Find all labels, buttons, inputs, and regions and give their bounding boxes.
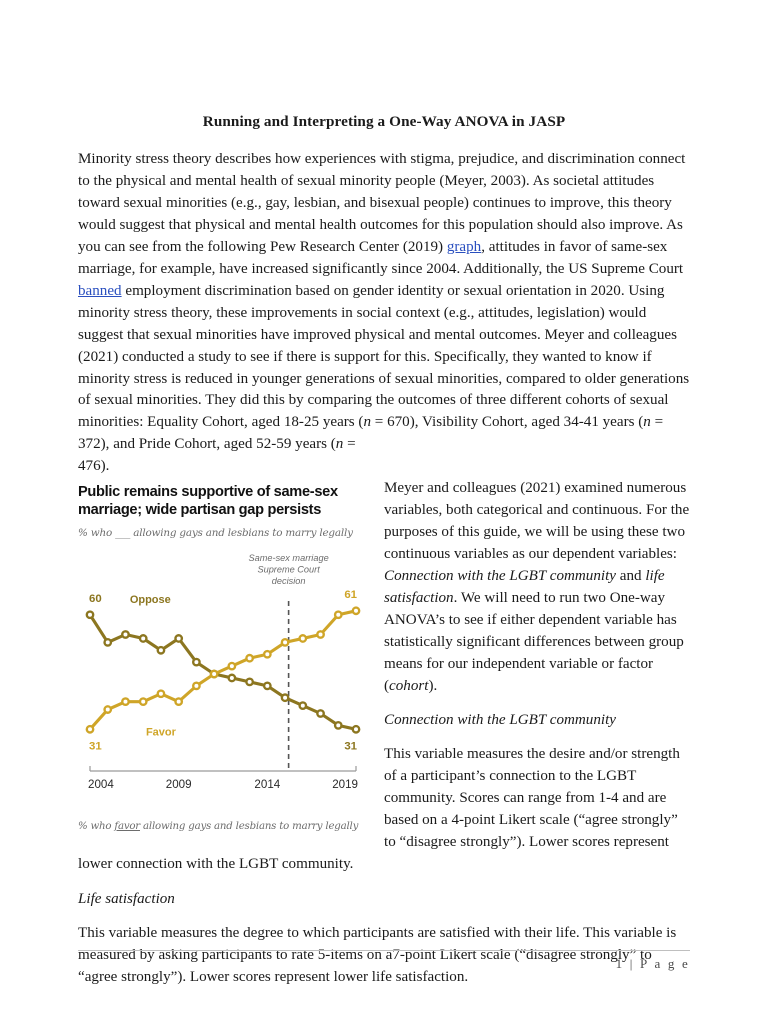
paragraph-variables-text-2: and <box>616 568 646 585</box>
paragraph-life-satisfaction: This variable measures the degree to which participants are satisfied with their life. This variable is measured by asking participants to rate 5-items on a7-point Likert scale (“disagree strongly” to “agree strongly”). Lower scores represent lower life satisfaction. <box>78 925 677 986</box>
paragraph-intro-text-6: = <box>343 436 356 453</box>
svg-text:Favor: Favor <box>145 726 176 739</box>
chart-subtitle: % who ___ allowing gays and lesbians to marry legally <box>78 526 353 539</box>
chart-svg <box>78 547 368 815</box>
svg-text:Same-sex marriage: Same-sex marriage <box>248 552 329 563</box>
page-title: Running and Interpreting a One-Way ANOVA in JASP <box>202 113 566 130</box>
variable-italic-life-satisfaction: life satisfaction <box>384 568 665 607</box>
svg-text:Oppose: Oppose <box>129 593 171 606</box>
paragraph-intro-text-1: Minority stress theory describes how experiences with stigma, prejudice, and discrimination connect to the physical and mental health of sexual minority people (Meyer, 2003). As societal attitudes toward sexual minorities (e.g., gay, lesbian, and bisexual people) continues to improve, this theory would suggest that physical and mental health outcomes for this population should also improve. As you can see from the following Pew Research Center (2019) <box>78 151 686 255</box>
pew-chart-figure <box>78 484 368 833</box>
paragraph-connection: This variable measures the desire and/or strength of a participant’s connection to the LGBT community. Scores can range from 1-4 and are based on a 4-point Likert scale (“agree strongly” to “disagree strongly”). Lower scores represent lower connection with the LGBT community. <box>78 745 680 872</box>
variable-italic-cohort: cohort <box>389 677 429 694</box>
svg-text:60: 60 <box>89 592 102 605</box>
svg-text:decision: decision <box>271 575 306 586</box>
paragraph-intro-text-2: , attitudes in favor of same-sex marriage, for example, have increased significantly since 2004. Additionally, the US Supreme Court <box>78 238 684 277</box>
svg-text:61: 61 <box>344 588 357 601</box>
svg-text:31: 31 <box>89 740 102 753</box>
paragraph-variables-text-1: Meyer and colleagues (2021) examined numerous variables, both categorical and continuous. For the purposes of this guide, we will be using these two continuous variables as our dependent variables: <box>384 480 690 563</box>
subheading-connection: Connection with the LGBT community <box>384 711 616 728</box>
svg-text:Supreme Court: Supreme Court <box>257 564 320 575</box>
paragraph-intro-text-5: = 372), and Pride Cohort, aged 52-59 years ( <box>78 414 664 453</box>
n-italic-3: n <box>335 436 344 453</box>
svg-text:2019: 2019 <box>332 777 358 791</box>
paragraph-intro-tail: 476). <box>78 458 110 475</box>
svg-text:2014: 2014 <box>254 777 281 791</box>
link-banned[interactable]: banned <box>78 282 122 299</box>
pew-chart <box>78 484 368 833</box>
chart-plot-area <box>78 547 368 815</box>
svg-text:31: 31 <box>344 740 357 753</box>
chart-footnote-suffix: allowing gays and lesbians to marry legally <box>139 820 359 832</box>
svg-text:2009: 2009 <box>165 777 192 791</box>
chart-footnote-underlined: favor <box>114 820 140 832</box>
n-italic-2: n <box>643 414 651 431</box>
paragraph-intro <box>78 131 690 456</box>
subheading-life-satisfaction: Life satisfaction <box>78 890 175 907</box>
page-footer <box>78 950 690 972</box>
svg-text:2004: 2004 <box>88 777 114 791</box>
chart-title: Public remains supportive of same-sex marriage; wide partisan gap persists <box>78 484 338 519</box>
page-number: 1 | P a g e <box>615 956 690 971</box>
n-italic-1: n <box>363 414 372 431</box>
chart-footnote-prefix: % who <box>78 820 115 832</box>
link-graph[interactable]: graph <box>446 238 482 255</box>
paragraph-intro-text-4: = 670), Visibility Cohort, aged 34-41 years ( <box>371 414 644 431</box>
variable-italic-connection: Connection with the LGBT community <box>384 568 616 585</box>
paragraph-variables-text-4: ). <box>428 677 438 694</box>
paragraph-variables-text-3: . We will need to run two One-way ANOVA’s to see if either dependent variable has statistically significant differences between group means for our independent variable or factor ( <box>384 590 684 694</box>
chart-footnote <box>78 820 368 834</box>
paragraph-intro-text-3: employment discrimination based on gender identity or sexual orientation in 2020. Using minority stress theory, these improvements in social context (e.g., attitudes, legislation) would suggest that sexual minorities have improved physical and mental outcomes. Meyer and colleagues (2021) conducted a study to see if there is support for this. Specifically, they wanted to know if minority stress is reduced in younger generations of sexual minorities, compared to older generations of sexual minorities. They did this by comparing the outcomes of three different cohorts of sexual minorities: Equality Cohort, aged 18-25 years ( <box>78 282 690 431</box>
